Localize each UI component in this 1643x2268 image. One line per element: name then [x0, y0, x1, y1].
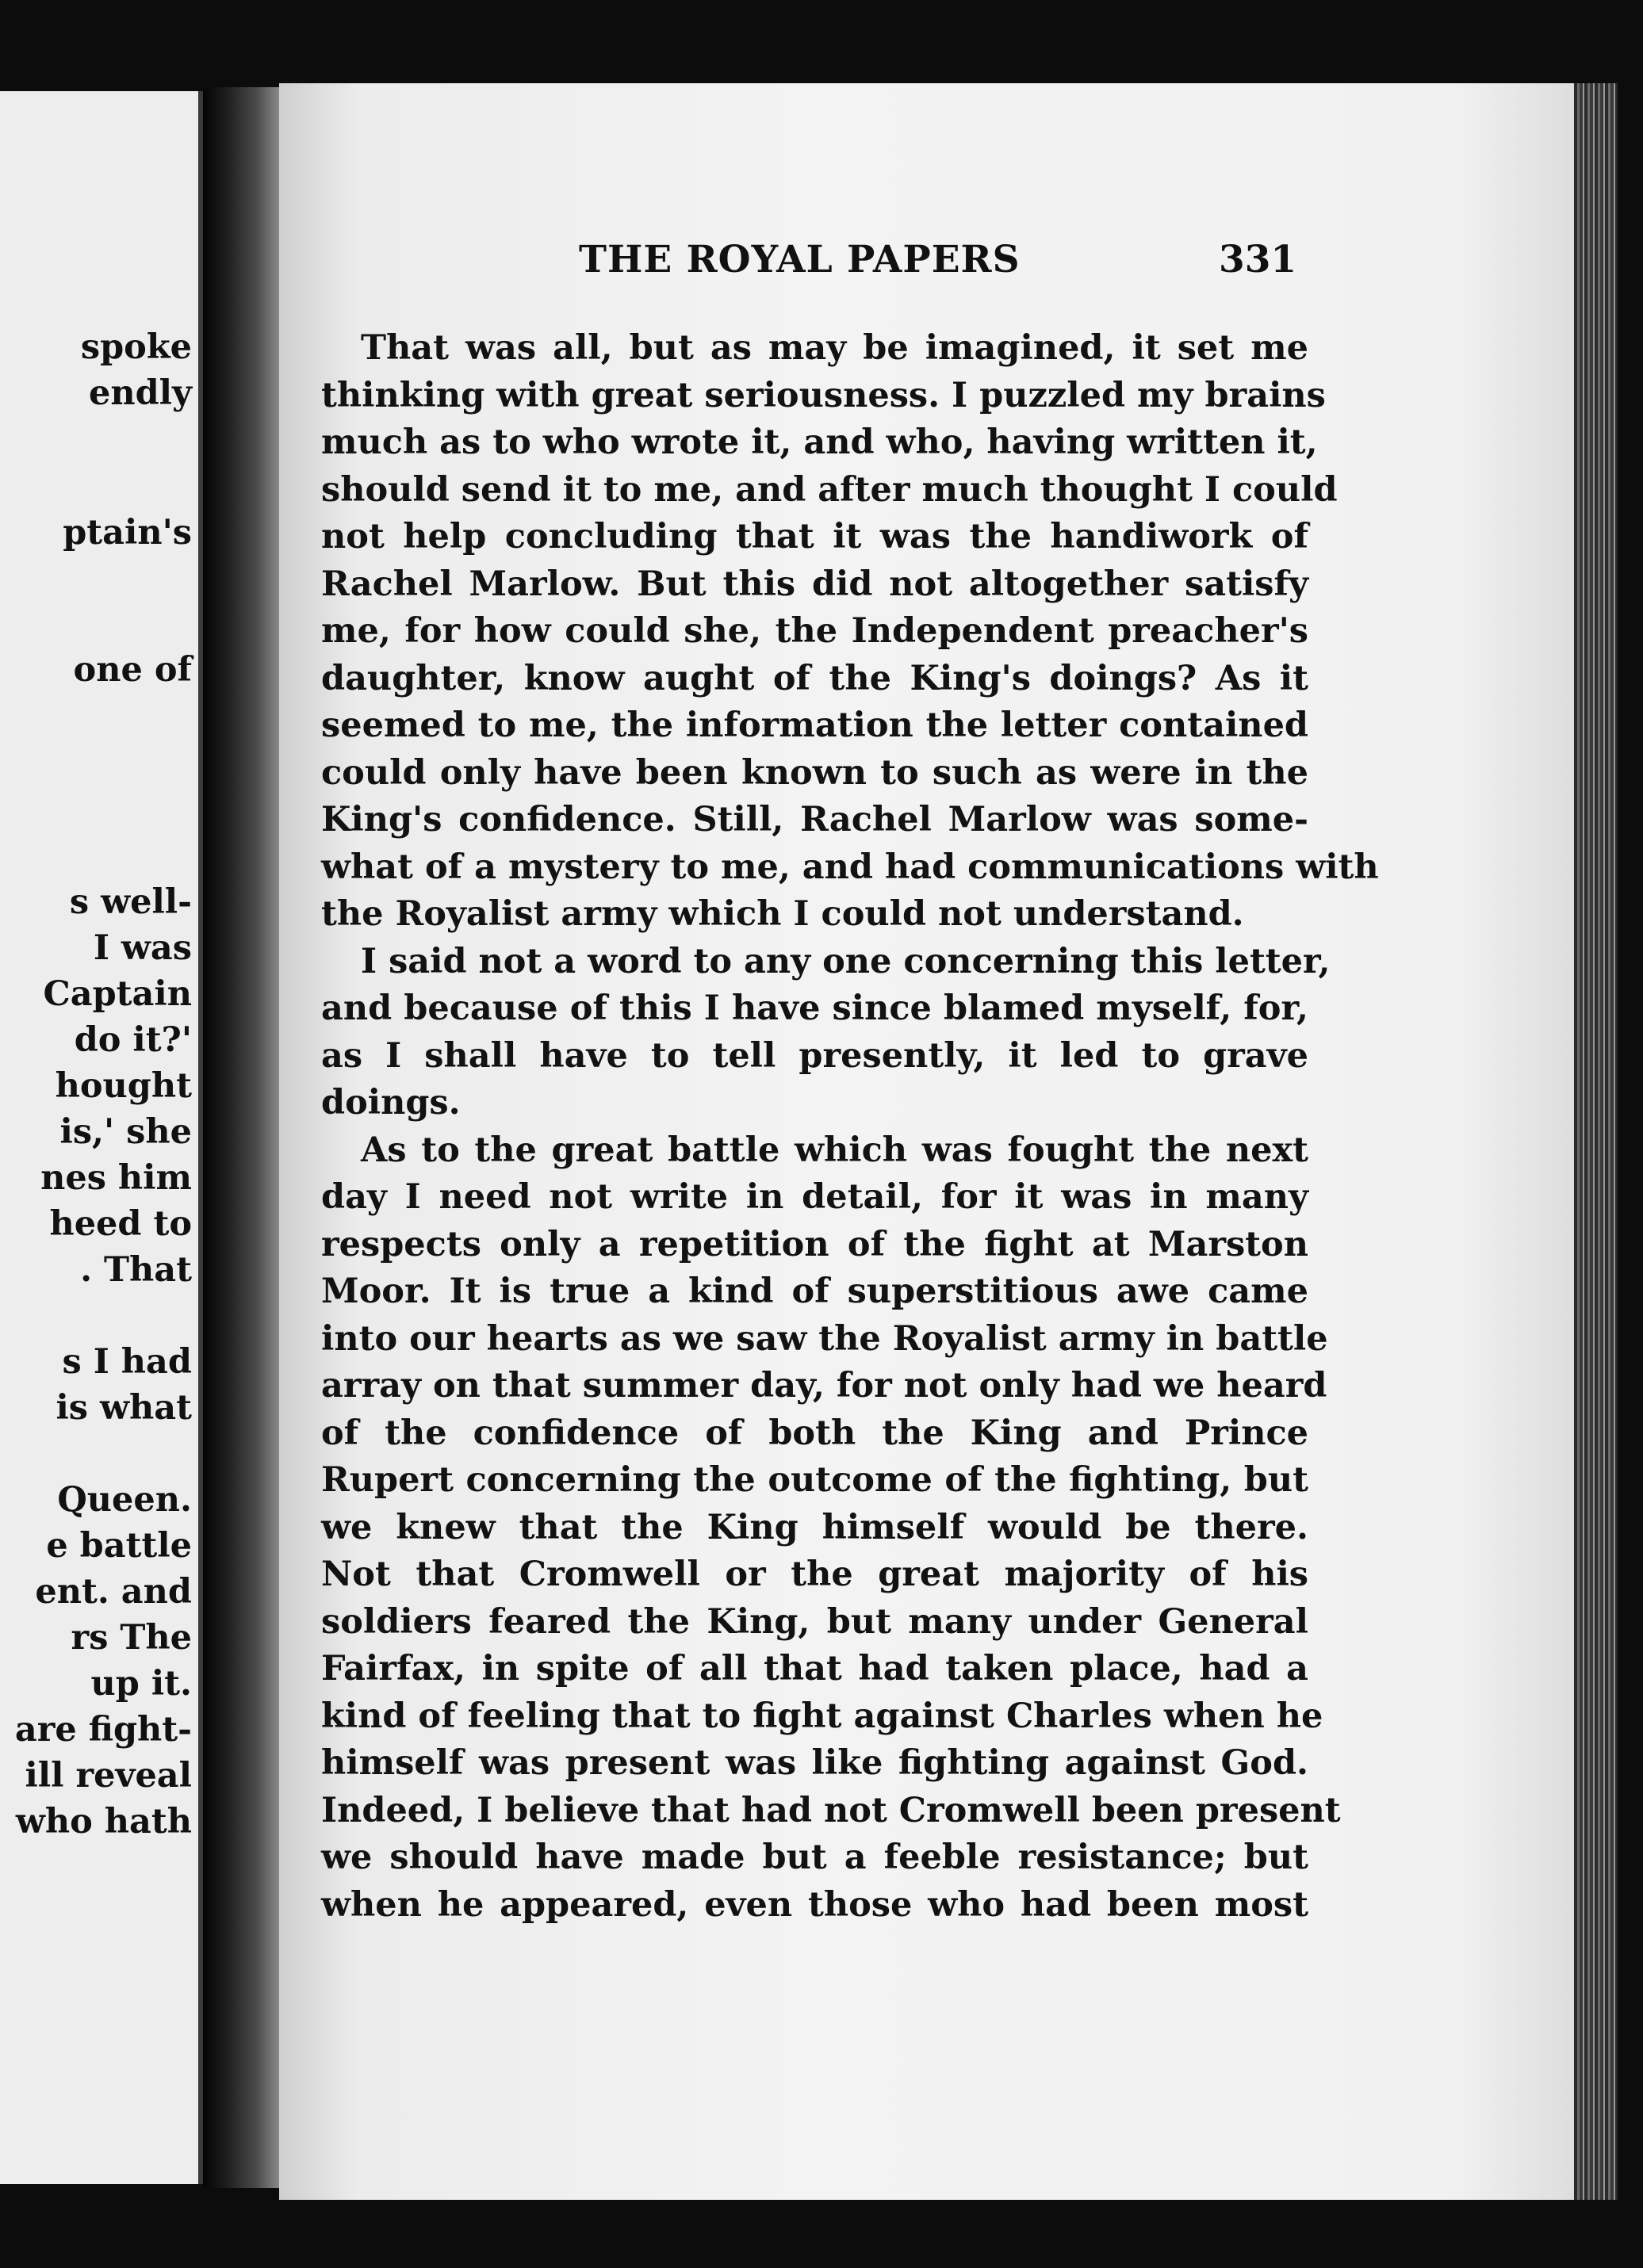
body-text — [321, 325, 1379, 1929]
text-line: could only have been known to such as were in the — [321, 752, 1308, 793]
page-edges — [1574, 83, 1618, 2200]
text-line: soldiers feared the King, but many under General — [321, 1601, 1308, 1642]
left-page-text-fragment: s well- — [69, 882, 192, 922]
text-line: the Royalist army which I could not understand. — [321, 894, 1244, 934]
left-page-text-fragment: I was — [93, 928, 192, 968]
left-page-text-fragment: up it. — [90, 1664, 192, 1704]
book-gutter — [203, 87, 279, 2188]
left-page-text-fragment: Queen. — [57, 1480, 192, 1520]
text-line: into our hearts as we saw the Royalist army in battle — [321, 1318, 1328, 1359]
text-line: As to the great battle which was fought the next — [361, 1130, 1308, 1170]
text-line: Rupert concerning the outcome of the fighting, but — [321, 1460, 1308, 1500]
left-page-text-fragment: Captain — [43, 974, 192, 1014]
page-number: 331 — [1219, 238, 1297, 281]
left-page-text-fragment: is what — [56, 1388, 192, 1428]
text-line: thinking with great seriousness. I puzzled my brains — [321, 375, 1326, 415]
running-title: THE ROYAL PAPERS — [579, 238, 1021, 281]
text-line: I said not a word to any one concerning this letter, — [361, 941, 1331, 981]
left-page-text-fragment: . That — [80, 1250, 192, 1290]
text-line: me, for how could she, the Independent preacher's — [321, 611, 1308, 651]
text-line: what of a mystery to me, and had communications with — [321, 847, 1379, 887]
text-line: seemed to me, the information the letter contained — [321, 706, 1308, 745]
text-line: we knew that the King himself would be there. — [321, 1507, 1308, 1547]
text-line: we should have made but a feeble resistance; but — [321, 1838, 1308, 1877]
text-line: King's confidence. Still, Rachel Marlow was some- — [321, 800, 1308, 840]
left-page-text-fragment: hought — [55, 1066, 192, 1106]
text-line: Rachel Marlow. But this did not altogether satisfy — [321, 564, 1308, 604]
text-line: of the confidence of both the King and Prince — [321, 1413, 1308, 1453]
left-page-text-fragment: s I had — [62, 1342, 192, 1382]
text-line: That was all, but as may be imagined, it set me — [361, 328, 1308, 368]
facing-page-fragment — [0, 91, 203, 2184]
left-page-text-fragment: spoke — [80, 327, 192, 367]
text-line: himself was present was like fighting against God. — [321, 1743, 1308, 1783]
text-line: Not that Cromwell or the great majority of his — [321, 1555, 1308, 1594]
text-line: Fairfax, in spite of all that had taken place, had a — [321, 1649, 1308, 1689]
left-page-text-fragment: ptain's — [63, 513, 192, 553]
left-page-text-fragment: e battle — [46, 1526, 192, 1566]
left-page-text-fragment: nes him — [40, 1158, 192, 1198]
text-line: and because of this I have since blamed myself, for, — [321, 989, 1308, 1028]
left-page-text-fragment: rs The — [71, 1618, 192, 1658]
text-line: array on that summer day, for not only had we heard — [321, 1366, 1327, 1406]
left-page-text-fragment: who hath — [15, 1802, 192, 1842]
text-line: Moor. It is true a kind of superstitious awe came — [321, 1272, 1308, 1311]
left-page-text-fragment: is,' she — [59, 1112, 192, 1152]
left-page-text-fragment: ill reveal — [25, 1756, 192, 1796]
text-line: as I shall have to tell presently, it led to grave — [321, 1035, 1308, 1076]
left-page-text-fragment: one of — [73, 650, 192, 690]
left-page-text-fragment: do it?' — [74, 1020, 192, 1060]
text-line: much as to who wrote it, and who, having written it, — [321, 423, 1318, 462]
left-page-text-fragment: heed to — [49, 1204, 192, 1244]
text-line: kind of feeling that to fight against Charles when he — [321, 1696, 1323, 1736]
text-line: when he appeared, even those who had been most — [321, 1884, 1308, 1925]
text-line: respects only a repetition of the fight at Marston — [321, 1224, 1308, 1264]
text-line: doings. — [321, 1083, 461, 1123]
text-line: daughter, know aught of the King's doings? As it — [321, 658, 1308, 698]
left-page-text-fragment: endly — [88, 373, 192, 413]
left-page-text-fragment: ent. and — [35, 1572, 192, 1612]
text-line: not help concluding that it was the handiwork of — [321, 517, 1308, 556]
text-line: day I need not write in detail, for it was in many — [321, 1177, 1308, 1217]
left-page-text-fragment: are fight- — [14, 1710, 192, 1750]
text-line: should send it to me, and after much thought I could — [321, 469, 1338, 510]
text-line: Indeed, I believe that had not Cromwell been present — [321, 1790, 1341, 1830]
